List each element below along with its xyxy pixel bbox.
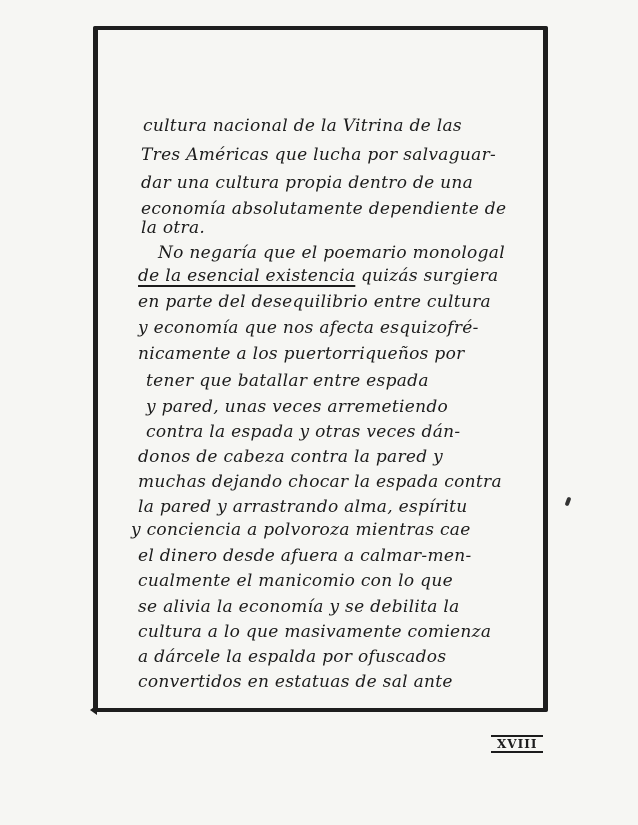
text-line: y economía que nos afecta esquizofré- [138, 318, 479, 338]
text-line: nicamente a los puertorriqueños por [138, 344, 465, 364]
text-line: convertidos en estatuas de sal ante [138, 672, 453, 692]
text-line: y conciencia a polvoroza mientras cae [131, 520, 471, 540]
text-line: cualmente el manicomio con lo que [138, 571, 453, 591]
text-line-rest: quizás surgiera [355, 266, 499, 286]
text-line: tener que batallar entre espada [146, 371, 429, 391]
page-number: XVIII [491, 735, 543, 753]
text-line: donos de cabeza contra la pared y [138, 447, 444, 467]
text-line: a dárcele la espalda por ofuscados [138, 647, 447, 667]
text-line: el dinero desde afuera a calmar-men- [138, 546, 472, 566]
text-line: la pared y arrastrando alma, espíritu [138, 497, 468, 517]
text-line: muchas dejando chocar la espada contra [138, 472, 502, 492]
text-line: cultura a lo que masivamente comienza [138, 622, 492, 642]
text-line: se alivia la economía y se debilita la [138, 597, 460, 617]
frame-corner-arrow-mark [83, 705, 97, 715]
underlined-title: de la esencial existencia [138, 266, 356, 286]
margin-ink-mark [565, 497, 572, 507]
text-line: en parte del desequilibrio entre cultura [138, 292, 491, 312]
text-line: contra la espada y otras veces dán- [146, 422, 461, 442]
text-line: cultura nacional de la Vitrina de las [143, 116, 462, 136]
text-line: economía absolutamente dependiente de [141, 199, 507, 219]
text-line: dar una cultura propia dentro de una [141, 173, 474, 193]
text-line: Tres Américas que lucha por salvaguar- [141, 145, 497, 165]
text-line: y pared, unas veces arremetiendo [146, 397, 449, 417]
text-line: la otra. [141, 218, 206, 238]
text-line-with-title [138, 266, 498, 286]
text-line: No negaría que el poemario monologal [158, 243, 505, 263]
